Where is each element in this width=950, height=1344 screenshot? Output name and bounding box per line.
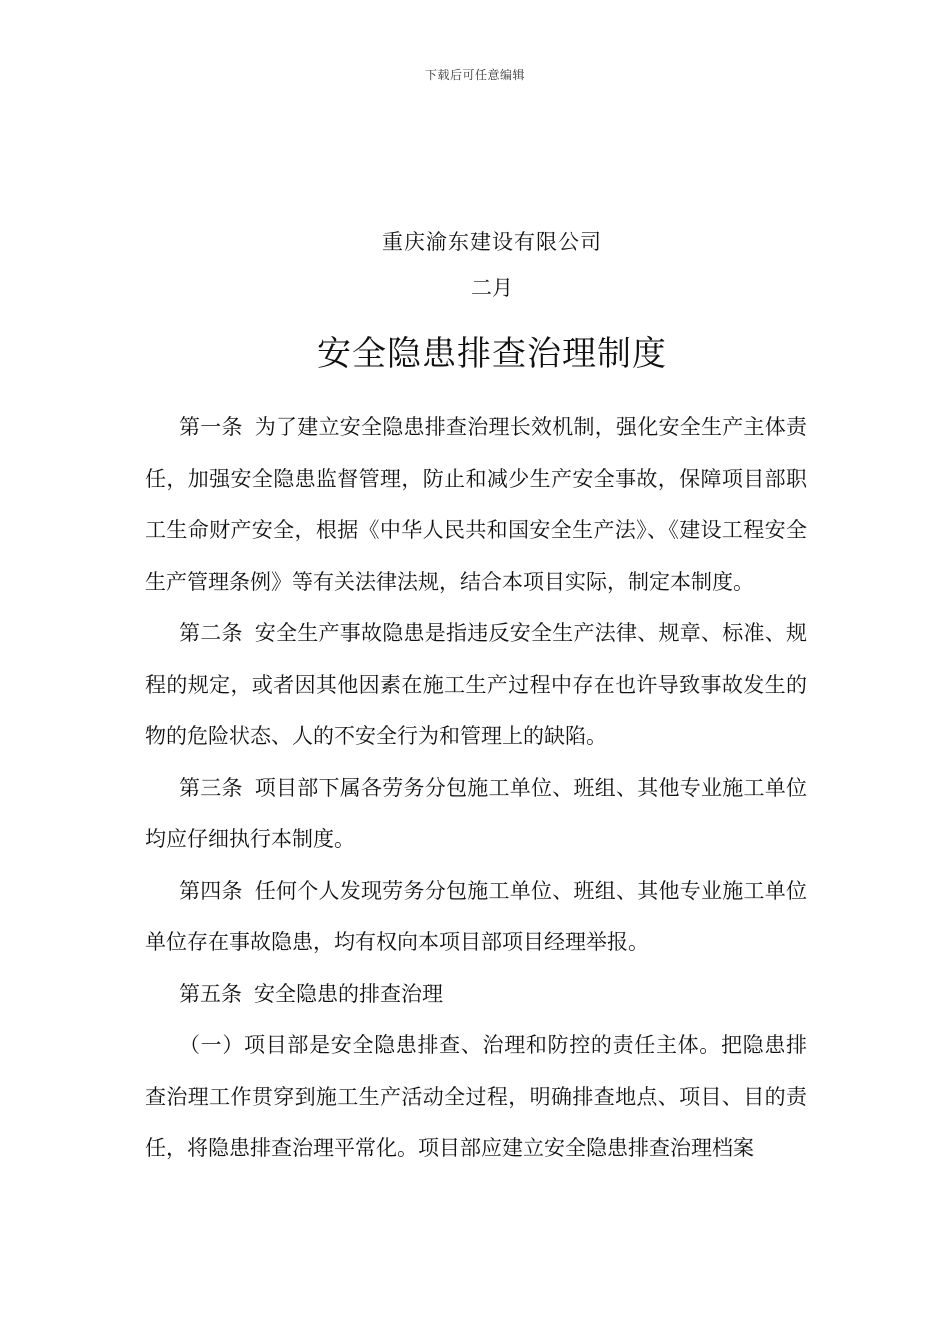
clause-1 (145, 1020, 807, 1175)
article-text: 安全隐患的排查治理 (254, 981, 443, 1006)
article-text: 安全生产事故隐患是指违反安全生产法律、规章、标准、规程的规定，或者因其他因素在施工生产过程中存在也许导致事故发生的物的危险状态、人的不安全行为和管理上的缺陷。 (145, 621, 807, 748)
article-3 (145, 763, 807, 866)
article-label: 第二条 (179, 621, 243, 645)
article-text: 任何个人发现劳务分包施工单位、班组、其他专业施工单位单位存在事故隐患，均有权向本项目部项目经理举报。 (145, 878, 807, 954)
company-name: 重庆渝东建设有限公司 (382, 230, 602, 254)
clause-text: 项目部是安全隐患排查、治理和防控的责任主体。把隐患排查治理工作贯穿到施工生产活动全过程，明确排查地点、项目、目的责任，将隐患排查治理平常化。项目部应建立安全隐患排查治理档案 (145, 1033, 808, 1160)
article-5 (145, 969, 807, 1021)
article-text: 为了建立安全隐患排查治理长效机制，强化安全生产主体责任，加强安全隐患监督管理，防止和减少生产安全事故，保障项目部职工生命财产安全，根据《中华人民共和国安全生产法》、《建设工程安全生产管理条例》等有关法律法规，结合本项目实际，制定本制度。 (145, 415, 807, 594)
header-note: 下载后可任意编辑 (424, 68, 525, 82)
article-label: 第三条 (179, 775, 243, 800)
article-1 (145, 402, 807, 608)
clause-label: （一） (179, 1033, 245, 1057)
month-label: 二月 (471, 276, 513, 300)
article-label: 第五条 (179, 981, 242, 1006)
article-2 (145, 608, 807, 763)
document-body (145, 402, 807, 1175)
article-4 (145, 866, 807, 969)
article-label: 第一条 (179, 415, 243, 439)
article-label: 第四条 (179, 878, 243, 903)
document-title: 安全隐患排查治理制度 (317, 334, 667, 374)
article-text: 项目部下属各劳务分包施工单位、班组、其他专业施工单位均应仔细执行本制度。 (145, 775, 807, 851)
